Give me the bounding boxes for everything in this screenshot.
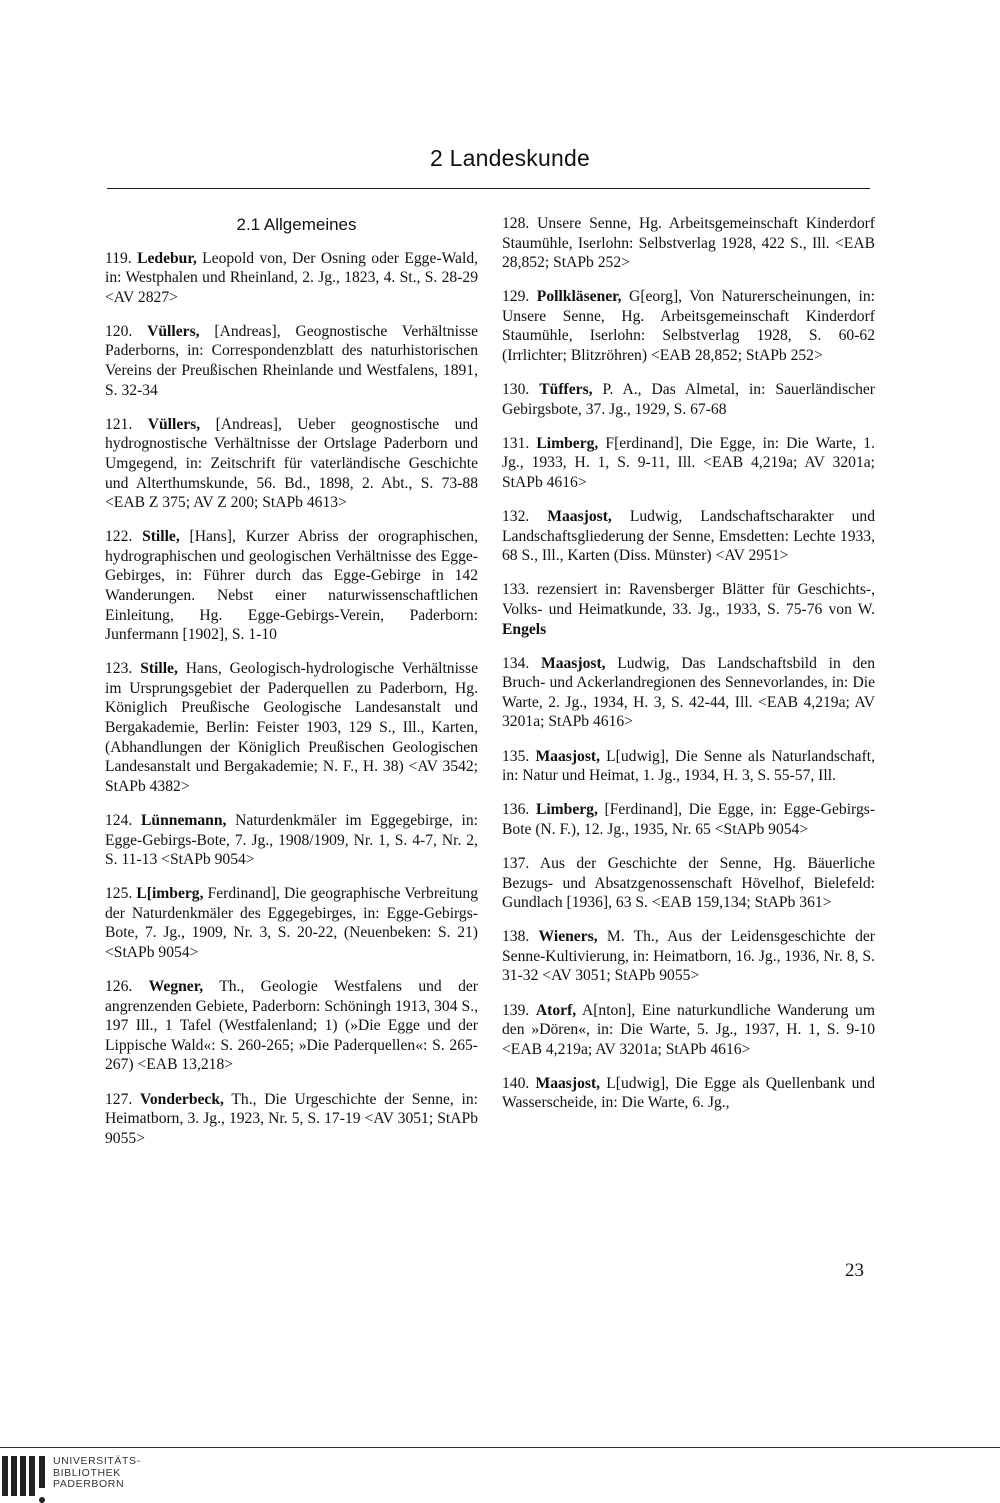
bibliography-entry [502,287,875,365]
entry-text: L[udwig], Die Senne als Naturlandschaft, in: Natur und Heimat, 1. Jg., 1934, H. 3, S. 55-57, Ill. [502,747,876,785]
entry-text: Th., Geologie Westfalens und der angrenzenden Gebiete, Paderborn: Schöningh 1913, 304 S., 197 Ill., 1 Tafel (Westfalenland; 1) (»Die Egge und der Lippische Wald«: S. 260-265; »Die Paderquellen«: S. 265-267) <EAB 13,218> [105,978,478,1074]
entry-text: [Ferdinand], Die Egge, in: Egge-Gebirgs-Bote (N. F.), 12. Jg., 1935, Nr. 65 <StAPb 9054> [502,801,876,838]
bibliography-entry [502,1001,875,1060]
bibliography-entry [105,415,478,513]
entry-text: Ludwig, Landschaftscharakter und Landschaftsgliederung der Senne, Emsdetten: Lechte 1933, 68 S., Ill., Karten (Diss. Münster) <AV 2951> [502,508,875,565]
section-heading: 2.1 Allgemeines [236,215,357,234]
logo-text [53,1456,141,1491]
bibliography-entry [105,811,478,870]
entry-number: 135. [502,747,536,765]
bibliography-entry [105,527,478,645]
entry-reviewer: Engels [502,620,547,638]
entry-author: Limberg, [535,801,598,819]
entry-number: 120. [105,322,148,340]
entry-number: 137. [502,854,540,872]
entry-text: Aus der Geschichte der Senne, Hg. Bäuerliche Bezugs- und Absatzgenossenschaft Hövelhof, Bielefeld: Gundlach [1936], 63 S. <EAB 159,134; StAPb 361> [502,854,875,912]
entry-text: Ferdinand], Die geographische Verbreitung der Naturdenkmäler des Eggegebirges, in: Egge-Gebirgs-Bote, 7. Jg., 1909, Nr. 3, S. 20-22, (Neuenbeken: S. 21) <StAPb 9054> [105,885,478,961]
page-number: 23 [845,1260,864,1281]
entry-author: Maasjost, [535,1074,601,1092]
entry-author: Stille, [142,528,180,546]
logo-line-1: UNIVERSITÄTS- [53,1455,141,1467]
entry-text: Unsere Senne, Hg. Arbeitsgemeinschaft Kinderdorf Staumühle, Iserlohn: Selbstverlag 1928, 422 S., Ill. <EAB 28,852; StAPb 252> [502,215,876,272]
entry-author: L[imberg, [136,885,204,903]
entry-number: 133. [502,581,537,599]
entry-number: 130. [502,381,540,399]
entry-author: Maasjost, [535,747,600,765]
header-divider [107,188,870,189]
right-entry-list [502,214,875,1113]
entry-number: 134. [502,654,541,672]
bibliography-entry [105,884,478,962]
entry-number: 139. [502,1001,536,1019]
bibliography-entry [105,322,478,400]
bibliography-entry [105,1090,478,1149]
bibliography-entry [502,800,875,839]
entry-author: Maasjost, [541,654,606,672]
bibliography-entry [105,249,478,308]
left-entry-list [105,249,478,1149]
bibliography-entry [105,977,478,1075]
entry-number: 124. [105,811,142,829]
entry-author: Vüllers, [147,415,201,433]
right-column [502,214,875,1127]
entry-text: P. A., Das Almetal, in: Sauerländischer Gebirgsbote, 37. Jg., 1929, S. 67-68 [502,381,875,418]
page-title: 2 Landeskunde [430,145,590,171]
entry-author: Ledebur, [137,249,197,267]
entry-text: Ludwig, Das Landschaftsbild in den Bruch- und Ackerlandregionen des Sennevorlandes, in: Die Warte, 2. Jg., 1934, H. 3, S. 42-44, Ill. <EAB 4,219a; AV 3201a; StAPb 4616> [502,654,875,731]
bibliography-entry [502,927,875,986]
entry-text: A[nton], Eine naturkundliche Wanderung um den »Dören«, in: Die Warte, 5. Jg., 1937, H. 1, S. 9-10 <EAB 4,219a; AV 3201a; StAPb 4616> [502,1001,875,1058]
entry-number: 136. [502,801,536,819]
entry-text: L[udwig], Die Egge als Quellenbank und Wasserscheide, in: Die Warte, 6. Jg., [502,1074,875,1112]
entry-number: 129. [502,288,537,306]
entry-text: Naturdenkmäler im Eggegebirge, in: Egge-Gebirgs-Bote, 7. Jg., 1908/1909, Nr. 1, S. 4-7, Nr. 2, S. 11-13 <StAPb 9054> [105,811,479,869]
entry-author: Atorf, [535,1001,577,1019]
bibliography-entry [502,214,875,273]
bibliography-entry [502,654,875,732]
entry-number: 132. [502,508,548,526]
entry-author: Stille, [140,660,178,678]
entry-number: 122. [105,528,143,546]
entry-text: rezensiert in: Ravensberger Blätter für Geschichts-, Volks- und Heimatkunde, 33. Jg., 1933, S. 75-76 von W. [502,581,876,618]
entry-text: [Andreas], Geognostische Verhältnisse Paderborns, in: Correspondenzblatt des naturhistorischen Vereins der Preußischen Rheinlande und Westfalens, 1891, S. 32-34 [105,322,479,399]
footer-divider [0,1447,1000,1448]
bibliography-entry [105,659,478,796]
entry-author: Vüllers, [147,322,200,340]
entry-number: 126. [105,978,149,996]
entry-number: 121. [105,415,148,433]
entry-number: 128. [502,215,538,232]
entry-text: F[erdinand], Die Egge, in: Die Warte, 1. Jg., 1933, H. 1, S. 9-11, Ill. <EAB 4,219a; AV 3201a; StAPb 4616> [502,434,875,492]
entry-author: Tüffers, [539,381,593,399]
left-column [105,210,478,1163]
entry-number: 123. [105,660,141,678]
bibliography-entry [502,507,875,566]
bibliography-entry [502,434,875,493]
entry-number: 119. [105,249,138,267]
bibliography-entry [502,1074,875,1113]
entry-number: 125. [105,885,137,903]
entry-author: Lünnemann, [141,811,227,829]
entry-text: Leopold von, Der Osning oder Egge-Wald, in: Westphalen und Rheinland, 2. Jg., 1823, 4. St., S. 28-29 <AV 2827> [105,249,479,306]
entry-author: Limberg, [536,434,599,452]
library-logo [2,1452,162,1500]
entry-number: 127. [105,1090,141,1108]
entry-text: Th., Die Urgeschichte der Senne, in: Heimatborn, 3. Jg., 1923, Nr. 5, S. 17-19 <AV 3051; StAPb 9055> [105,1090,478,1147]
entry-number: 140. [502,1074,536,1092]
bibliography-entry [502,747,875,786]
bibliography-entry [502,380,875,419]
logo-bars-icon [2,1456,46,1500]
entry-text: [Andreas], Ueber geognostische und hydrognostische Verhältnisse der Ortslage Paderborn und Umgegend, in: Zeitschrift für vaterländische Geschichte und Alterthumskunde, 56. Bd., 1898, 2. Abt., S. 73-88 <EAB Z 375; AV Z 200; StAPb 4613> [105,415,478,512]
entry-author: Maasjost, [547,508,612,526]
entry-text: M. Th., Aus der Leidensgeschichte der Senne-Kultivierung, in: Heimatborn, 16. Jg., 1936, Nr. 8, S. 31-32 <AV 3051; StAPb 9055> [502,928,875,985]
entry-author: Wegner, [148,978,204,996]
bibliography-entry [502,580,875,639]
entry-text: G[eorg], Von Naturerscheinungen, in: Unsere Senne, Hg. Arbeitsgemeinschaft Kinderdorf Staumühle, Iserlohn: Selbstverlag 1928, S. 60-62 (Irrlichter; Blitzröhren) <EAB 28,852; StAPb 252> [502,288,876,365]
entry-number: 131. [502,434,537,452]
entry-author: Vonderbeck, [140,1090,224,1108]
logo-line-3: PADERBORN [53,1478,125,1490]
entry-author: Wieners, [538,928,598,946]
entry-author: Pollkläsener, [536,288,622,306]
entry-text: Hans, Geologisch-hydrologische Verhältnisse im Ursprungsgebiet der Paderquellen zu Paderborn, Hg. Königlich Preußische Geologische Landesanstalt und Bergakademie, Berlin: Feister 1903, 129 S., Ill., Karten, (Abhandlungen der Königlich Preußischen Geologischen Landesanstalt und Bergakademie; N. F., H. 38) <AV 3542; StAPb 4382> [105,660,478,795]
entry-text: [Hans], Kurzer Abriss der orographischen, hydrographischen und geologischen Verhältnisse des Egge-Gebirges, in: Führer durch das Egge-Gebirge in 142 Wanderungen. Nebst einer naturwissenschaftlichen Einleitung, Hg. Egge-Gebirgs-Verein, Paderborn: Junfermann [1902], S. 1-10 [105,528,478,644]
bibliography-entry [502,854,875,913]
logo-line-2: BIBLIOTHEK [53,1466,121,1479]
entry-number: 138. [502,928,539,946]
